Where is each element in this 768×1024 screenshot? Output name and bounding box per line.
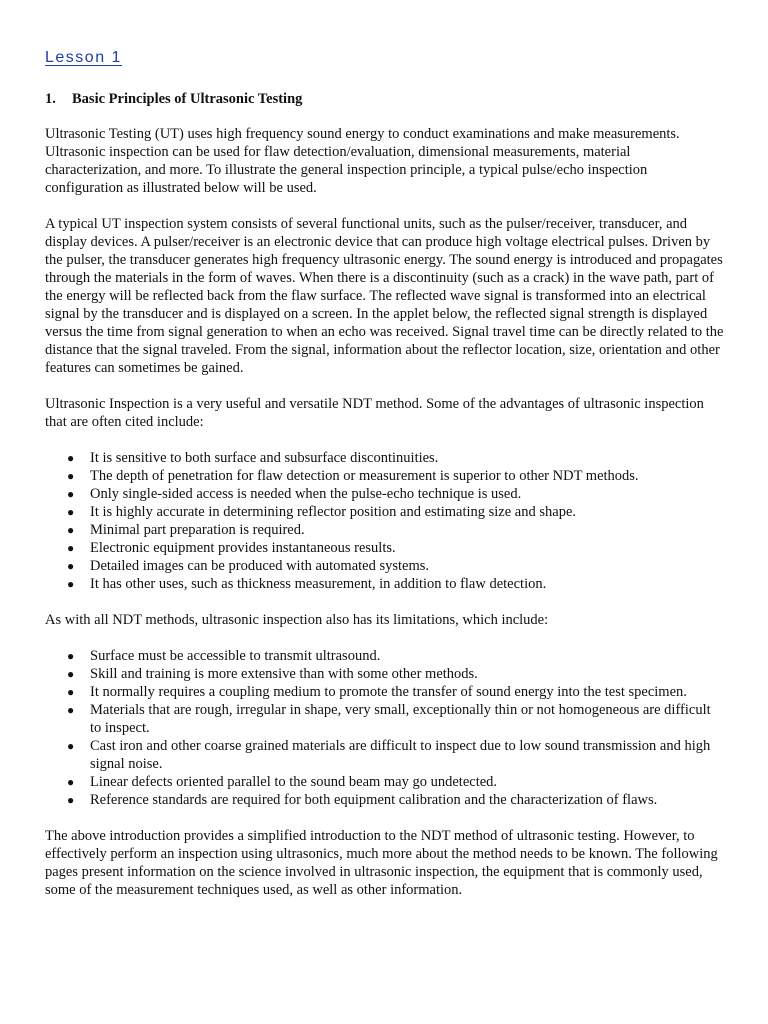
bullet-icon: ● [67, 667, 75, 681]
list-item [45, 503, 725, 521]
list-item-text: Minimal part preparation is required. [90, 522, 305, 538]
document-page [45, 48, 725, 917]
bullet-icon: ● [67, 523, 75, 537]
list-item [45, 557, 725, 575]
list-item [45, 647, 725, 665]
bullet-icon: ● [67, 685, 75, 699]
list-item-text: It is highly accurate in determining reflector position and estimating size and shape. [90, 504, 577, 520]
bullet-icon: ● [67, 469, 75, 483]
advantages-list [45, 449, 725, 593]
lesson-link[interactable]: Lesson 1 [45, 49, 122, 66]
limitations-list [45, 647, 725, 809]
list-item [45, 485, 725, 503]
bullet-icon: ● [67, 487, 75, 501]
list-item [45, 737, 725, 773]
bullet-icon: ● [67, 577, 75, 591]
list-item [45, 683, 725, 701]
list-item [45, 773, 725, 791]
list-item-text: Electronic equipment provides instantaneous results. [90, 540, 396, 556]
conclusion-paragraph: The above introduction provides a simplified introduction to the NDT method of ultrasonic testing. However, to effectively perform an inspection using ultrasonics, much more about the method needs to be known. The following pages present information on the science involved in ultrasonic inspection, the equipment that is commonly used, some of the measurement techniques used, as well as other information. [45, 828, 718, 898]
bullet-icon: ● [67, 541, 75, 555]
list-item-text: Reference standards are required for both equipment calibration and the characterization of flaws. [90, 792, 658, 808]
list-item-text: Only single-sided access is needed when the pulse-echo technique is used. [90, 486, 522, 502]
list-item-text: Skill and training is more extensive than with some other methods. [90, 666, 478, 682]
advantages-intro-paragraph: Ultrasonic Inspection is a very useful and versatile NDT method. Some of the advantages of ultrasonic inspection that are often cited include: [45, 396, 704, 430]
list-item-text: Materials that are rough, irregular in shape, very small, exceptionally thin or not homogeneous are difficult to inspect. [90, 702, 711, 736]
bullet-icon: ● [67, 451, 75, 465]
list-item [45, 701, 725, 737]
list-item-text: Detailed images can be produced with automated systems. [90, 558, 430, 574]
list-item [45, 449, 725, 467]
section-heading [45, 90, 725, 108]
bullet-icon: ● [67, 793, 75, 807]
bullet-icon: ● [67, 703, 75, 717]
list-item [45, 665, 725, 683]
bullet-icon: ● [67, 559, 75, 573]
list-item [45, 791, 725, 809]
section-title: Basic Principles of Ultrasonic Testing [72, 91, 303, 107]
bullet-icon: ● [67, 739, 75, 753]
bullet-icon: ● [67, 649, 75, 663]
list-item-text: It is sensitive to both surface and subsurface discontinuities. [90, 450, 439, 466]
list-item-text: It has other uses, such as thickness measurement, in addition to flaw detection. [90, 576, 547, 592]
list-item [45, 575, 725, 593]
list-item [45, 539, 725, 557]
list-item-text: Cast iron and other coarse grained materials are difficult to inspect due to low sound transmission and high signal noise. [90, 738, 711, 772]
bullet-icon: ● [67, 775, 75, 789]
system-paragraph: A typical UT inspection system consists of several functional units, such as the pulser/receiver, transducer, and display devices. A pulser/receiver is an electronic device that can produce high voltage electrical pulses. Driven by the pulser, the transducer generates high frequency ultrasonic energy. The sound energy is introduced and propagates through the materials in the form of waves. When there is a discontinuity (such as a crack) in the wave path, part of the energy will be reflected back from the flaw surface. The reflected wave signal is transformed into an electrical signal by the transducer and is displayed on a screen. In the applet below, the reflected signal strength is displayed versus the time from signal generation to when an echo was received. Signal travel time can be directly related to the distance that the signal traveled. From the signal, information about the reflector location, size, orientation and other features can sometimes be gained. [45, 216, 724, 376]
limitations-intro-paragraph: As with all NDT methods, ultrasonic inspection also has its limitations, which include: [45, 612, 549, 628]
list-item-text: Linear defects oriented parallel to the sound beam may go undetected. [90, 774, 498, 790]
intro-paragraph: Ultrasonic Testing (UT) uses high frequency sound energy to conduct examinations and make measurements. Ultrasonic inspection can be used for flaw detection/evaluation, dimensional measurements, material characterization, and more. To illustrate the general inspection principle, a typical pulse/echo inspection configuration as illustrated below will be used. [45, 126, 680, 196]
list-item [45, 467, 725, 485]
list-item-text: Surface must be accessible to transmit ultrasound. [90, 648, 381, 664]
list-item [45, 521, 725, 539]
section-number: 1. [45, 91, 56, 107]
list-item-text: The depth of penetration for flaw detection or measurement is superior to other NDT methods. [90, 468, 639, 484]
bullet-icon: ● [67, 505, 75, 519]
list-item-text: It normally requires a coupling medium to promote the transfer of sound energy into the test specimen. [90, 684, 687, 700]
